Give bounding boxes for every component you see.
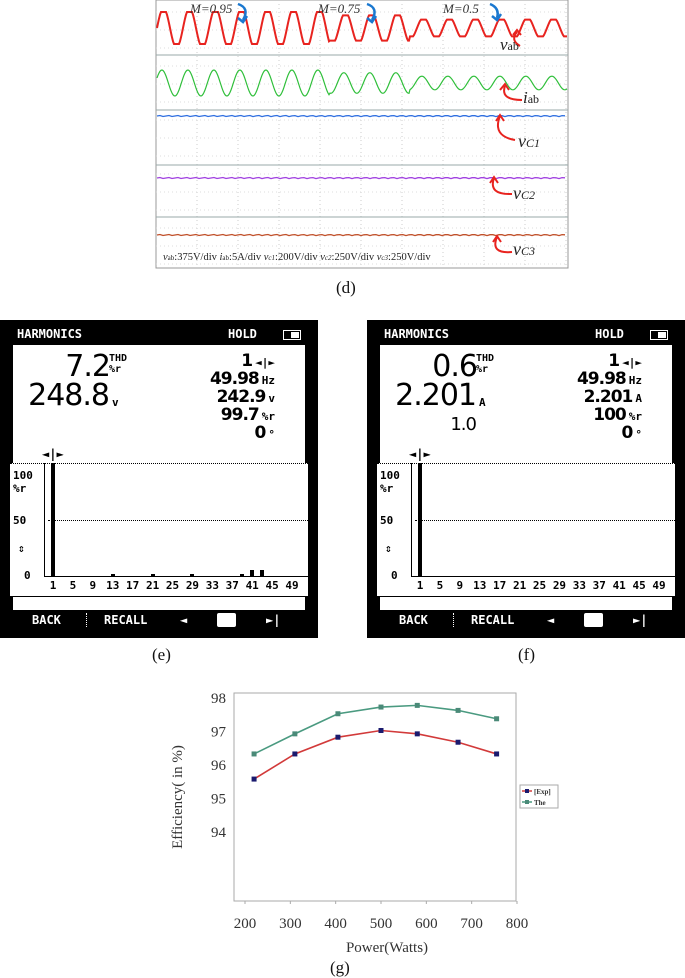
thd-label: THD [476,353,495,364]
y-axis [411,463,412,576]
thd-value: 0.6 [432,349,477,384]
harmonic-tick-label: 49 [285,579,299,592]
battery-icon [283,330,301,340]
oscilloscope-panel [0,0,685,275]
data-point [415,703,420,708]
data-point [335,711,340,716]
data-point [379,728,384,733]
page-indicator[interactable]: 2 [217,613,236,627]
caption-f: (f) [518,645,535,664]
legend-label-the: The [534,799,546,807]
hold-indicator: HOLD [595,327,624,341]
x-tick-label: 300 [279,916,302,932]
thd-label: THD [109,353,128,364]
thd-unit: %r [476,364,489,375]
x-tick-label: 200 [233,916,257,932]
cursor-arrows-icon[interactable]: ◄|► [255,356,275,369]
harmonic-tick-label: 41 [612,579,626,592]
harmonic-bar [151,574,155,576]
back-button[interactable]: BACK [32,613,61,627]
y-tick-50: 50 [13,514,27,527]
harmonic-tick-label: 41 [245,579,259,592]
y-unit: %r [13,482,27,495]
plot-area [234,693,516,901]
harmonic-bar [190,574,194,576]
harmonic-number: 1 ◄|► [608,351,642,371]
y-tick-50: 50 [380,514,394,527]
harmonic-tick-label: 1 [49,579,57,592]
x-axis [411,576,675,577]
fundamental-readout: 242.9 v [216,387,275,407]
harmonic-axis-labels [10,579,308,593]
trace-label-vc3: vC3 [513,239,536,259]
back-button[interactable]: BACK [399,613,428,627]
recall-button[interactable]: RECALL [471,613,515,627]
harmonic-bar [111,574,115,576]
harmonic-tick-label: 9 [456,579,464,592]
caption-e: (e) [152,645,171,664]
data-point [379,705,384,710]
hold-indicator: HOLD [228,327,257,341]
frequency-readout: 49.98 Hz [209,369,275,389]
harmonic-tick-label: 21 [512,579,527,592]
harmonic-tick-label: 17 [126,579,140,592]
trace-label-vc2: vC2 [513,183,536,203]
main-value: 248.8 [28,378,109,413]
main-unit: v [112,396,119,409]
recall-button[interactable]: RECALL [104,613,148,627]
harmonic-tick-label: 25 [165,579,180,592]
harmonics-screen [367,320,685,638]
data-point [456,740,461,745]
harmonic-bar [240,574,244,576]
status-bar [13,597,305,610]
screen-title: HARMONICS [384,327,450,341]
harmonic-tick-label: 29 [552,579,567,592]
readout-panel [380,345,672,463]
harmonic-number: 1 ◄|► [241,351,275,371]
separator [86,613,87,627]
previous-button[interactable]: ◄ [547,613,555,627]
next-button[interactable]: ►| [266,613,281,627]
y-tick-100: 100 [13,469,33,482]
scale-arrows-icon[interactable]: ⇕ [18,542,25,555]
harmonic-tick-label: 29 [185,579,200,592]
efficiency-chart [160,650,580,977]
harmonic-tick-label: 5 [436,579,444,592]
gridline-50 [415,520,675,521]
main-value: 2.201 [395,378,476,413]
harmonic-axis-labels [377,579,675,593]
harmonics-screen [0,320,318,638]
next-button[interactable]: ►| [633,613,648,627]
data-point [494,716,499,721]
extra-value: 1.0 [450,414,476,435]
data-point [292,751,297,756]
data-point [335,735,340,740]
battery-icon [650,330,668,340]
y-axis [44,463,45,576]
y-tick-label: 97 [211,724,226,741]
caption-g: (g) [330,958,350,977]
caption-d: (d) [336,278,356,297]
previous-button[interactable]: ◄ [180,613,188,627]
y-tick-label: 96 [211,758,226,774]
harmonic-tick-label: 49 [652,579,666,592]
harmonic-tick-label: 33 [205,579,219,592]
legend-marker-exp [525,789,529,793]
harmonic-bar [250,570,254,576]
y-tick-0: 0 [391,569,398,582]
scope-scale-legend: vab:375V/div iab:5A/div vc1:200V/div vc2:250V/div vc3:250V/div [163,252,431,263]
x-axis-label: Power(Watts) [345,940,429,956]
x-tick-label: 800 [505,916,529,932]
y-unit: %r [380,482,394,495]
harmonic-tick-label: 17 [493,579,507,592]
gridline-50 [48,520,308,521]
data-point [252,777,257,782]
modulation-label: M=0.95 [190,1,233,16]
harmonic-tick-label: 33 [572,579,586,592]
modulation-label: M=0.5 [443,1,479,16]
data-point [292,731,297,736]
status-bar [380,597,672,610]
y-tick-label: 98 [211,691,226,707]
harmonic-tick-label: 37 [225,579,239,592]
harmonic-tick-label: 13 [473,579,487,592]
trace-label-vc1: vC1 [518,131,541,151]
x-tick-label: 700 [460,916,483,932]
harmonic-tick-label: 45 [265,579,279,592]
harmonic-tick-label: 21 [145,579,160,592]
harmonic-tick-label: 1 [416,579,424,592]
thd-unit: %r [109,364,122,375]
harmonic-tick-label: 45 [632,579,646,592]
fundamental-readout: 2.201 A [583,387,642,407]
harmonic-bar [51,463,55,576]
x-axis [44,576,308,577]
x-tick-label: 600 [415,916,438,932]
cursor-icon[interactable]: ◄|► [409,447,431,461]
legend [520,785,558,808]
harmonics-bar-chart [377,463,675,596]
y-tick-100: 100 [380,469,400,482]
y-tick-label: 95 [211,791,226,808]
trace-label-iab: iab [523,88,540,107]
frequency-readout: 49.98 Hz [576,369,642,389]
main-unit: A [479,396,486,409]
data-point [456,708,461,713]
y-axis-label: Efficiency( in %) [170,745,186,849]
screen-title: HARMONICS [17,327,83,341]
harmonic-tick-label: 13 [106,579,120,592]
harmonic-bar [418,463,422,576]
y-tick-0: 0 [24,569,31,582]
percent-readout: 100 %r [593,405,642,425]
legend-marker-the [525,800,529,804]
data-point [494,751,499,756]
data-point [252,751,257,756]
cursor-icon[interactable]: ◄|► [42,447,64,461]
y-tick-label: 94 [211,825,226,841]
percent-readout: 99.7 %r [220,405,275,425]
trace-label-vab: vab [500,35,519,54]
harmonic-tick-label: 25 [532,579,547,592]
data-point [415,731,420,736]
harmonic-tick-label: 37 [592,579,606,592]
readout-panel [13,345,305,463]
modulation-label: M=0.75 [318,1,361,16]
harmonics-bar-chart [10,463,308,596]
harmonic-tick-label: 5 [69,579,77,592]
harmonic-bar [260,570,264,576]
x-tick-label: 500 [369,916,393,932]
harmonic-tick-label: 9 [89,579,97,592]
phase-readout: 0 ° [254,423,275,443]
x-tick-label: 400 [324,916,347,932]
page-indicator[interactable]: 3 [584,613,603,627]
separator [453,613,454,627]
phase-readout: 0 ° [621,423,642,443]
scale-arrows-icon[interactable]: ⇕ [385,542,392,555]
legend-label-exp: [Exp] [534,788,551,796]
thd-value: 7.2 [65,349,110,384]
cursor-arrows-icon[interactable]: ◄|► [622,356,642,369]
